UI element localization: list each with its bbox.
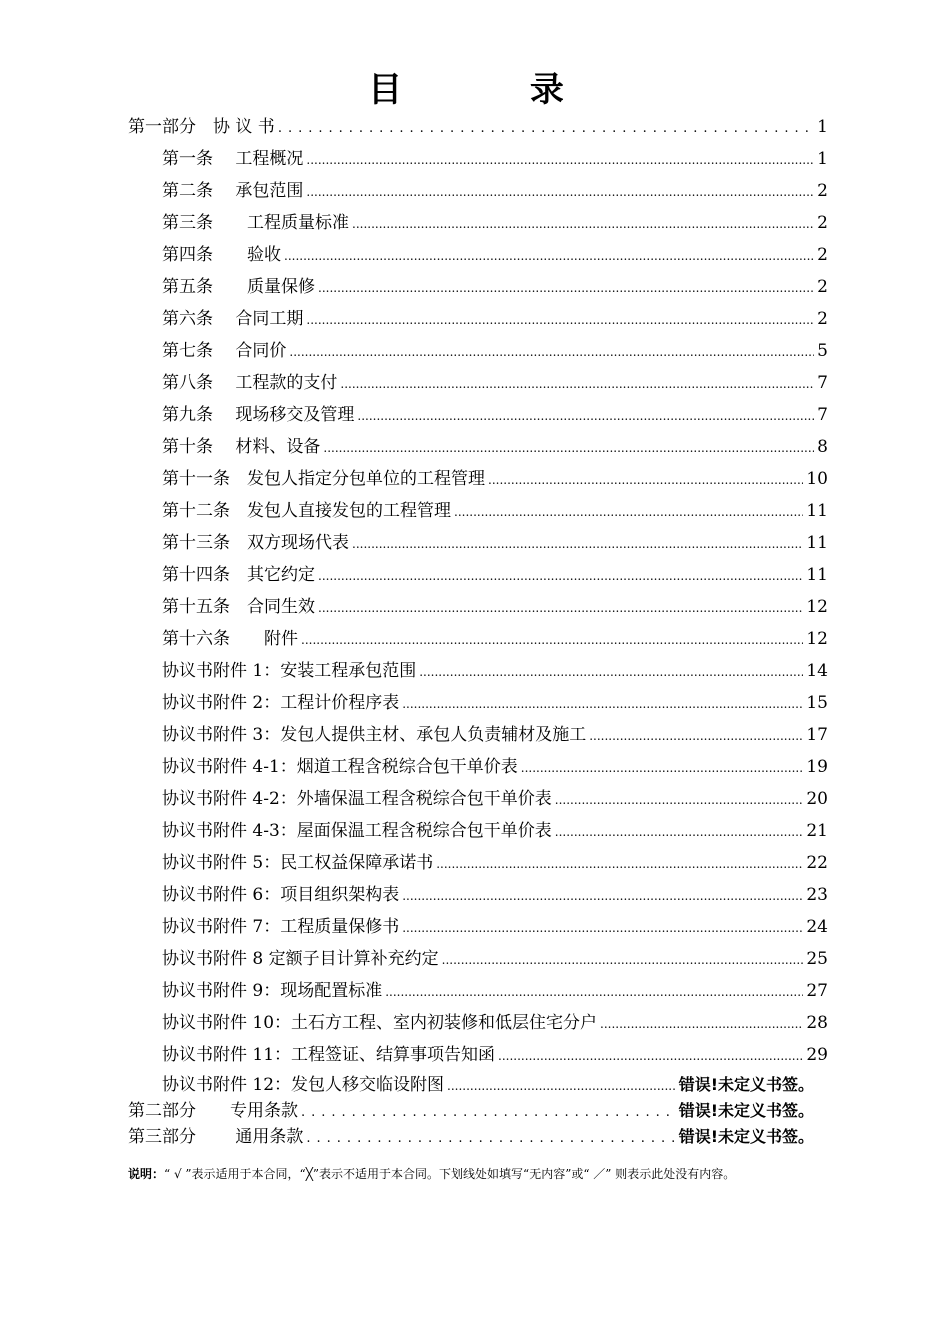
toc-leader-dots xyxy=(318,274,814,301)
toc-leader-dots xyxy=(301,626,803,653)
toc-entry[interactable] xyxy=(162,690,828,716)
toc-entry-label: 协议书附件 9：现场配置标准 xyxy=(162,981,383,1001)
toc-entry-label: 第二部分 专用条款 xyxy=(128,1101,298,1121)
toc-leader-dots xyxy=(521,754,804,781)
toc-entry-page: 2 xyxy=(817,245,828,265)
toc-entry[interactable] xyxy=(162,530,828,556)
toc-entry[interactable] xyxy=(162,370,828,396)
toc-entry[interactable] xyxy=(162,1010,828,1036)
toc-entry-page: 2 xyxy=(817,277,828,297)
toc-entry-page: 11 xyxy=(806,501,828,521)
toc-entry-page: 28 xyxy=(806,1013,828,1033)
toc-entry[interactable] xyxy=(162,242,828,268)
toc-leader-dots xyxy=(306,306,814,333)
toc-entry-label: 协议书附件 11：工程签证、结算事项告知函 xyxy=(162,1045,496,1065)
toc-entry-label: 第十三条 双方现场代表 xyxy=(162,533,349,553)
toc-leader-dots xyxy=(447,1072,676,1099)
toc-entry[interactable] xyxy=(162,626,828,652)
toc-entry-page: 22 xyxy=(806,853,828,873)
toc-entry-label: 第十四条 其它约定 xyxy=(162,565,315,585)
toc-leader-dots xyxy=(289,338,814,365)
toc-entry-label: 协议书附件 8 定额子目计算补充约定 xyxy=(162,949,439,969)
toc-leader-dots xyxy=(284,242,814,269)
toc-entry-label: 第八条 工程款的支付 xyxy=(162,373,338,393)
toc-entry-page: 14 xyxy=(806,661,828,681)
toc-entry-page: 7 xyxy=(817,373,828,393)
toc-entry-label: 第四条 验收 xyxy=(162,245,281,265)
toc-leader-dots xyxy=(555,818,804,845)
toc-entry-page: 8 xyxy=(817,437,828,457)
toc-leader-dots xyxy=(318,594,803,621)
toc-entry-page: 21 xyxy=(806,821,828,841)
toc-entry[interactable] xyxy=(162,946,828,972)
toc-entry-label: 协议书附件 2：工程计价程序表 xyxy=(162,693,400,713)
toc-entry-label: 第十一条 发包人指定分包单位的工程管理 xyxy=(162,469,485,489)
toc-entry-label: 协议书附件 4-3：屋面保温工程含税综合包干单价表 xyxy=(162,821,552,841)
toc-entry-label: 协议书附件 12：发包人移交临设附图 xyxy=(162,1075,445,1095)
toc-leader-dots xyxy=(352,210,814,237)
toc-entry[interactable] xyxy=(162,434,828,460)
toc-entry-label: 协议书附件 6：项目组织架构表 xyxy=(162,885,400,905)
toc-entry[interactable] xyxy=(162,466,828,492)
toc-leader-dots xyxy=(301,1098,676,1126)
toc-leader-dots xyxy=(402,882,803,909)
toc-entry-label: 协议书附件 10：土石方工程、室内初装修和低层住宅分户 xyxy=(162,1013,598,1033)
toc-entry[interactable] xyxy=(128,114,828,140)
toc-entry[interactable] xyxy=(162,498,828,524)
toc-entry-page: 27 xyxy=(806,981,828,1001)
toc-entry-page: 5 xyxy=(817,341,828,361)
toc-entry[interactable] xyxy=(162,178,828,204)
toc-entry-page: 错误!未定义书签。 xyxy=(678,1075,814,1094)
toc-entry-page: 20 xyxy=(806,789,828,809)
toc-entry-label: 第一条 工程概况 xyxy=(162,149,304,169)
toc-entry-page: 11 xyxy=(806,565,828,585)
toc-entry-page: 12 xyxy=(806,629,828,649)
toc-leader-dots xyxy=(306,1124,675,1152)
toc-entry[interactable] xyxy=(162,1072,814,1098)
toc-entry[interactable] xyxy=(162,306,828,332)
toc-leader-dots xyxy=(402,690,803,717)
toc-entry[interactable] xyxy=(162,562,828,588)
toc-entry[interactable] xyxy=(162,146,828,172)
toc-entry[interactable] xyxy=(162,722,828,748)
toc-entry-page: 1 xyxy=(817,149,828,169)
toc-entry[interactable] xyxy=(162,402,828,428)
toc-entry-label: 第二条 承包范围 xyxy=(162,181,304,201)
toc-entry-label: 第三条 工程质量标准 xyxy=(162,213,349,233)
toc-leader-dots xyxy=(442,946,804,973)
toc-entry-page: 2 xyxy=(817,181,828,201)
toc-leader-dots xyxy=(340,370,814,397)
toc-entry-page: 29 xyxy=(806,1045,828,1065)
toc-entry-page: 24 xyxy=(806,917,828,937)
toc-entry-label: 协议书附件 4-1：烟道工程含税综合包干单价表 xyxy=(162,757,518,777)
toc-leader-dots xyxy=(306,178,814,205)
toc-entry-page: 错误!未定义书签。 xyxy=(678,1101,814,1120)
toc-entry-label: 协议书附件 4-2：外墙保温工程含税综合包干单价表 xyxy=(162,789,552,809)
toc-entry-label: 第六条 合同工期 xyxy=(162,309,304,329)
toc-entry-page: 7 xyxy=(817,405,828,425)
toc-entry[interactable] xyxy=(162,274,828,300)
toc-entry-page: 23 xyxy=(806,885,828,905)
toc-leader-dots xyxy=(385,978,803,1005)
toc-entry[interactable] xyxy=(162,338,828,364)
toc-entry-label: 第十六条 附件 xyxy=(162,629,298,649)
toc-entry-label: 第九条 现场移交及管理 xyxy=(162,405,355,425)
toc-entry-label: 第五条 质量保修 xyxy=(162,277,315,297)
toc-entry-page: 25 xyxy=(806,949,828,969)
toc-entry-label: 协议书附件 5：民工权益保障承诺书 xyxy=(162,853,434,873)
toc-entry[interactable] xyxy=(162,594,828,620)
toc-leader-dots xyxy=(402,914,803,941)
toc-entry[interactable] xyxy=(162,978,828,1004)
toc-entry-page: 1 xyxy=(817,117,828,137)
toc-entry[interactable] xyxy=(162,786,828,812)
toc-entry-page: 错误!未定义书签。 xyxy=(678,1127,814,1146)
toc-leader-dots xyxy=(306,146,814,173)
note-prefix: 说明： xyxy=(128,1167,165,1181)
toc-entry-page: 19 xyxy=(806,757,828,777)
toc-leader-dots xyxy=(555,786,804,813)
toc-entry-page: 2 xyxy=(817,309,828,329)
note-text: “ √ ”表示适用于本合同，“╳”表示不适用于本合同。下划线处如填写“无内容”或“ ／” 则表示此处没有内容。 xyxy=(164,1167,736,1181)
toc-leader-dots xyxy=(357,402,814,429)
toc-entry-label: 第十五条 合同生效 xyxy=(162,597,315,617)
toc-entry-label: 协议书附件 1：安装工程承包范围 xyxy=(162,661,417,681)
toc-leader-dots xyxy=(278,114,814,142)
toc-entry[interactable] xyxy=(162,914,828,940)
toc-leader-dots xyxy=(488,466,803,493)
toc-entry[interactable] xyxy=(128,1124,814,1150)
toc-entry[interactable] xyxy=(162,1042,828,1068)
toc-entry-label: 第十二条 发包人直接发包的工程管理 xyxy=(162,501,451,521)
toc-entry-label: 协议书附件 3：发包人提供主材、承包人负责辅材及施工 xyxy=(162,725,587,745)
toc-entry-page: 11 xyxy=(806,533,828,553)
toc-entry[interactable] xyxy=(162,658,828,684)
toc-entry[interactable] xyxy=(162,210,828,236)
toc-title: 目 录 xyxy=(368,70,622,110)
toc-entry-page: 2 xyxy=(817,213,828,233)
toc-entry[interactable] xyxy=(162,882,828,908)
toc-leader-dots xyxy=(600,1010,803,1037)
toc-entry-page: 12 xyxy=(806,597,828,617)
toc-entry-page: 10 xyxy=(806,469,828,489)
usage-note xyxy=(128,1160,828,1188)
toc-leader-dots xyxy=(323,434,814,461)
toc-leader-dots xyxy=(352,530,803,557)
toc-leader-dots xyxy=(589,722,803,749)
toc-leader-dots xyxy=(436,850,803,877)
toc-entry-label: 第一部分 协 议 书 xyxy=(128,117,275,137)
toc-entry[interactable] xyxy=(162,818,828,844)
toc-leader-dots xyxy=(318,562,803,589)
toc-leader-dots xyxy=(498,1042,803,1069)
toc-entry-label: 第十条 材料、设备 xyxy=(162,437,321,457)
toc-entry-page: 15 xyxy=(806,693,828,713)
toc-leader-dots xyxy=(419,658,803,685)
toc-entry[interactable] xyxy=(162,850,828,876)
toc-leader-dots xyxy=(454,498,803,525)
toc-entry-label: 第三部分 通用条款 xyxy=(128,1127,304,1147)
toc-entry-label: 第七条 合同价 xyxy=(162,341,287,361)
toc-entry-label: 协议书附件 7：工程质量保修书 xyxy=(162,917,400,937)
toc-entry-page: 17 xyxy=(806,725,828,745)
toc-entry[interactable] xyxy=(162,754,828,780)
toc-entry[interactable] xyxy=(128,1098,814,1124)
